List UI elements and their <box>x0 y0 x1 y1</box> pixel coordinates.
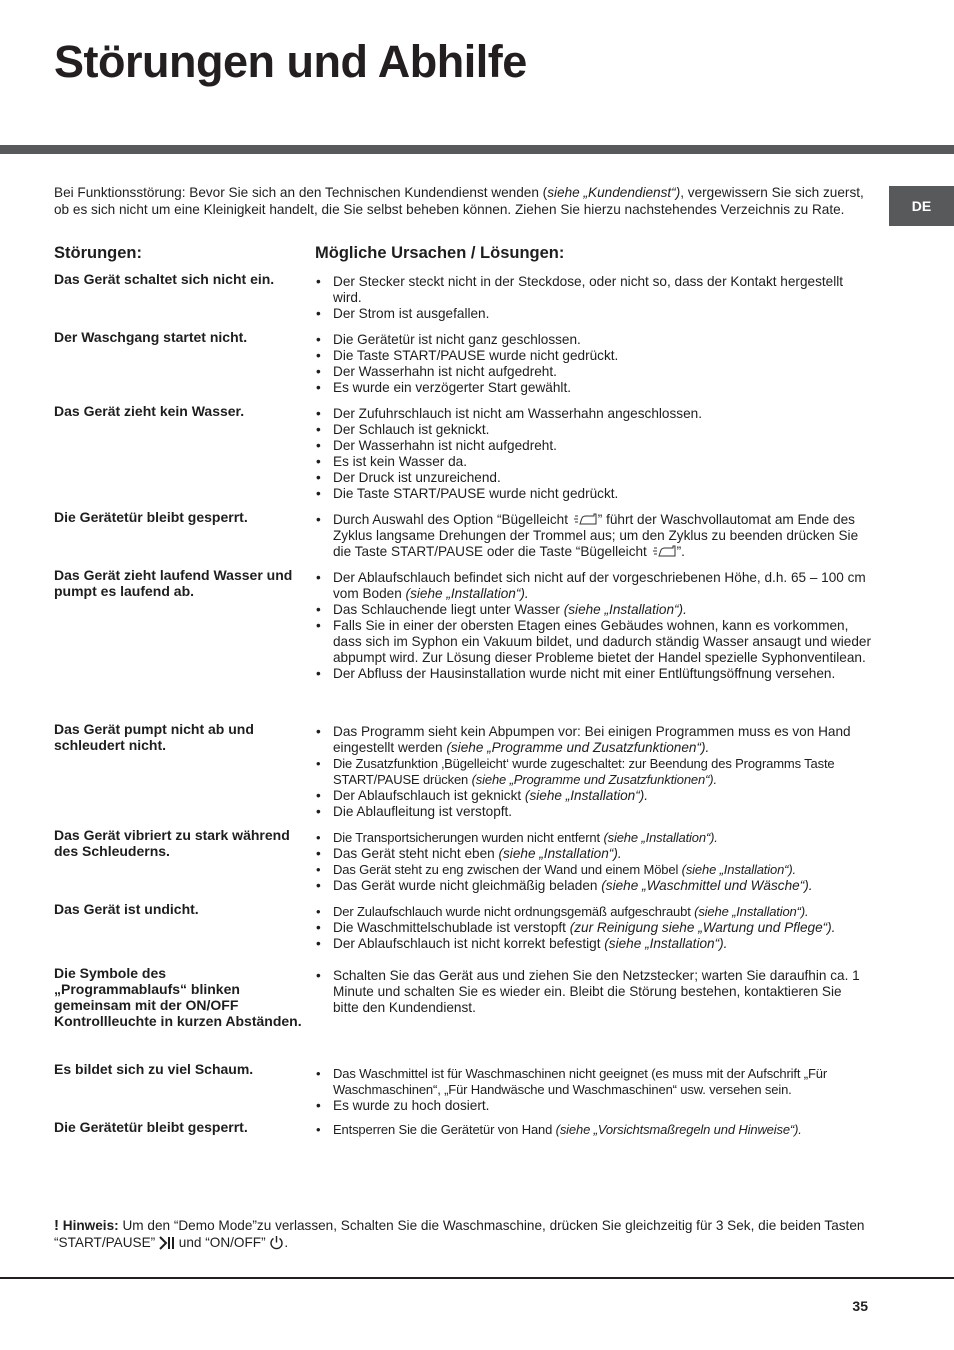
cause-item: • Die Transportsicherungen wurden nicht entfernt (siehe „Installation“). <box>316 830 871 846</box>
issue-label: Das Gerät zieht laufend Wasser und pumpt es laufend ab. <box>54 567 293 599</box>
cause-list <box>316 968 871 1016</box>
cause-item: • Das Schlauchende liegt unter Wasser (siehe „Installation“). <box>316 602 871 618</box>
power-icon <box>269 1235 284 1250</box>
cause-item: • Die Taste START/PAUSE wurde nicht gedrückt. <box>316 486 871 502</box>
cause-item: • Der Strom ist ausgefallen. <box>316 306 871 322</box>
cause-item: • Es wurde zu hoch dosiert. <box>316 1098 871 1114</box>
hint-note <box>54 1218 884 1251</box>
footer-rule <box>0 1277 954 1279</box>
cause-list <box>316 332 871 396</box>
page-number: 35 <box>852 1298 868 1314</box>
iron-icon <box>651 545 677 557</box>
cause-item: • Entsperren Sie die Gerätetür von Hand (siehe „Vorsichtsmaßregeln und Hinweise“). <box>316 1122 871 1138</box>
intro-paragraph <box>54 185 874 218</box>
cause-item: • Die Ablaufleitung ist verstopft. <box>316 804 871 820</box>
cause-item: • Der Ablaufschlauch ist geknickt (siehe „Installation“). <box>316 788 871 804</box>
cause-item: • Falls Sie in einer der obersten Etagen eines Gebäudes wohnen, kann es vorkommen, dass sich im Syphon ein Vakuum bildet, und dadurch ständig Wasser ansaugt und wieder abpumpt wird. Zur Lösung dieser Probleme bietet der Handel spezielle Syphonventilean. <box>316 618 871 666</box>
cause-item: • Der Wasserhahn ist nicht aufgedreht. <box>316 438 871 454</box>
cause-item: • Der Zufuhrschlauch ist nicht am Wasserhahn angeschlossen. <box>316 406 871 422</box>
issue-label: Die Symbole des „Programmablaufs“ blinken gemeinsam mit der ON/OFF Kontrollleuchte in kurzen Abständen. <box>54 965 302 1029</box>
cause-item: • Der Ablaufschlauch befindet sich nicht auf der vorgeschriebenen Höhe, d.h. 65 – 100 cm vom Boden (siehe „Installation“). <box>316 570 871 602</box>
cause-item: • Das Gerät steht nicht eben (siehe „Installation“). <box>316 846 871 862</box>
cause-list <box>316 570 871 682</box>
issue-label: Es bildet sich zu viel Schaum. <box>54 1061 254 1077</box>
cause-list <box>316 830 871 894</box>
iron-icon <box>572 513 598 525</box>
cause-item: • Das Gerät wurde nicht gleichmäßig beladen (siehe „Waschmittel und Wäsche“). <box>316 878 871 894</box>
hint-label: Hinweis: <box>62 1218 119 1233</box>
warning-mark: ! <box>54 1217 59 1234</box>
cause-item: • Der Ablaufschlauch ist nicht korrekt befestigt (siehe „Installation“). <box>316 936 871 952</box>
cause-list <box>316 724 871 820</box>
cause-item: • Durch Auswahl des Option “Bügelleicht ” führt der Waschvollautomat am Ende des Zyklus langsame Drehungen der Trommel aus; um den Zyklus zu beenden drücken Sie die Taste START/PAUSE oder die Taste “Bügelleicht ”. <box>316 512 871 560</box>
hint-text-mid: und “ON/OFF” <box>175 1234 270 1250</box>
cause-list <box>316 512 871 560</box>
cause-list <box>316 274 871 322</box>
cause-item: • Der Druck ist unzureichend. <box>316 470 871 486</box>
cause-item: • Der Schlauch ist geknickt. <box>316 422 871 438</box>
issue-label: Das Gerät ist undicht. <box>54 901 199 917</box>
cause-item: • Der Zulaufschlauch wurde nicht ordnungsgemäß aufgeschraubt (siehe „Installation“). <box>316 904 871 920</box>
cause-list <box>316 1066 871 1114</box>
cause-item: • Der Abfluss der Hausinstallation wurde nicht mit einer Entlüftungsöffnung versehen. <box>316 666 871 682</box>
issue-label: Das Gerät schaltet sich nicht ein. <box>54 271 275 287</box>
cause-item: • Das Waschmittel ist für Waschmaschinen nicht geeignet (es muss mit der Aufschrift „Für Waschmaschinen“, „Für Handwäsche und Waschmaschinen“ usw. versehen sein. <box>316 1066 871 1098</box>
header-rule <box>0 145 954 154</box>
cause-list <box>316 904 871 952</box>
cause-item: • Es ist kein Wasser da. <box>316 454 871 470</box>
issue-label: Der Waschgang startet nicht. <box>54 329 248 345</box>
play-pause-icon <box>159 1236 175 1250</box>
cause-list <box>316 406 871 502</box>
cause-item: • Das Gerät steht zu eng zwischen der Wand und einem Möbel (siehe „Installation“). <box>316 862 871 878</box>
issues-heading: Störungen: <box>54 244 142 262</box>
cause-item: • Das Programm sieht kein Abpumpen vor: Bei einigen Programmen muss es von Hand eingestellt werden (siehe „Programme und Zusatzfunktionen“). <box>316 724 871 756</box>
hint-text-end: . <box>284 1234 289 1250</box>
intro-text-after: , vergewissern Sie sich zuerst, ob es sich nicht um eine Kleinigkeit handelt, die Sie selbst beheben können. Ziehen Sie hierzu nachstehendes Verzeichnis zu Rate. <box>54 185 864 217</box>
cause-item: • Schalten Sie das Gerät aus und ziehen Sie den Netzstecker; warten Sie daraufhin ca. 1 Minute und schalten Sie es wieder ein. Bleibt die Störung bestehen, kontaktieren Sie bitte den Kundendienst. <box>316 968 871 1016</box>
intro-text-before: Bei Funktionsstörung: Bevor Sie sich an den Technischen Kundendienst wenden ( <box>54 185 548 200</box>
issue-label: Das Gerät pumpt nicht ab und schleudert nicht. <box>54 721 254 753</box>
issue-label: Das Gerät zieht kein Wasser. <box>54 403 245 419</box>
cause-item: • Die Taste START/PAUSE wurde nicht gedrückt. <box>316 348 871 364</box>
language-tab: DE <box>889 186 954 226</box>
solutions-heading: Mögliche Ursachen / Lösungen: <box>315 244 565 262</box>
cause-item: • Der Wasserhahn ist nicht aufgedreht. <box>316 364 871 380</box>
cause-item: • Die Gerätetür ist nicht ganz geschlossen. <box>316 332 871 348</box>
cause-list <box>316 1122 871 1138</box>
hint-text: Um den “Demo Mode”zu verlassen, Schalten Sie die Waschmaschine, drücken Sie gleichzeitig für 3 Sek, die beiden Tasten “START/PAUSE” <box>54 1218 865 1250</box>
issue-label: Das Gerät vibriert zu stark während des Schleuderns. <box>54 827 290 859</box>
issue-label: Die Gerätetür bleibt gesperrt. <box>54 1119 248 1135</box>
page-title: Störungen und Abhilfe <box>54 36 527 87</box>
intro-reference: siehe „Kundendienst“) <box>547 185 681 200</box>
cause-item: • Es wurde ein verzögerter Start gewählt. <box>316 380 871 396</box>
cause-item: • Die Waschmittelschublade ist verstopft (zur Reinigung siehe „Wartung und Pflege“). <box>316 920 871 936</box>
cause-item: • Die Zusatzfunktion ‚Bügelleicht‘ wurde zugeschaltet: zur Beendung des Programms Taste START/PAUSE drücken (siehe „Programme und Zusatzfunktionen“). <box>316 756 871 788</box>
issue-label: Die Gerätetür bleibt gesperrt. <box>54 509 248 525</box>
cause-item: • Der Stecker steckt nicht in der Steckdose, oder nicht so, dass der Kontakt hergestellt wird. <box>316 274 871 306</box>
